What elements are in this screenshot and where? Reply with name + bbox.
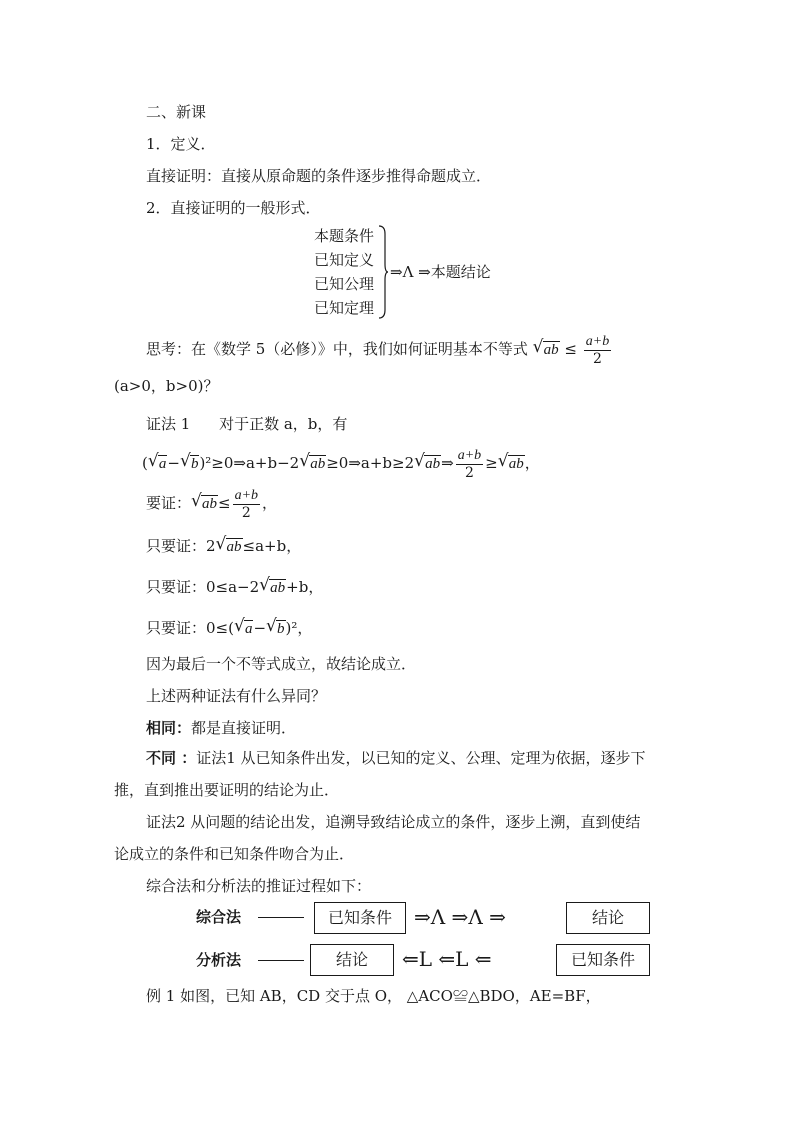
diff-label: 不同 ：: [146, 749, 197, 767]
think-question: [146, 332, 613, 367]
chain-part: ≥: [485, 454, 498, 472]
fraction: [584, 334, 611, 367]
synthesis-dash: [258, 917, 304, 918]
definition-text: 直接证明：直接从原命题的条件逐步推得命题成立．: [146, 167, 492, 185]
form-conditions: [314, 224, 374, 320]
step-text: 只要证：0≤(: [146, 619, 234, 637]
chain-part: )²≥0⇒a+b−2: [199, 454, 300, 472]
chain-part: −: [167, 454, 180, 472]
sqrt-a: √ a: [235, 618, 254, 639]
proof1-intro: [146, 414, 347, 434]
chain-part: ⇒: [441, 454, 454, 472]
form-condition: 已知定义: [314, 251, 375, 269]
step-end: ≤a+b，: [242, 537, 302, 555]
process-intro: 综合法和分析法的推证过程如下：: [146, 877, 372, 895]
sqrt-a: √ a: [149, 446, 168, 481]
think-prefix: 思考：在《数学 5（必修）》中，我们如何证明基本不等式: [146, 340, 528, 358]
sqrt-b: √ b: [267, 618, 286, 639]
chain-part: ，: [524, 454, 540, 472]
leq-symbol: ≤: [564, 340, 577, 358]
analysis-arrows: ⇐L ⇐L ⇐: [402, 947, 492, 971]
diff-line: [146, 748, 646, 768]
sqrt-ab: √ ab: [415, 446, 441, 481]
same-text: 都是直接证明．: [191, 719, 297, 737]
step-end: ，: [262, 494, 278, 512]
section-heading: 二、新课: [146, 103, 207, 121]
step-2: [146, 536, 301, 557]
think-condition: (a>0，b>0)？: [114, 377, 219, 395]
fraction: $\frac{a+b}{2}$: [457, 447, 482, 481]
sqrt-ab: √ ab: [260, 577, 286, 598]
synthesis-start-box: 已知条件: [314, 902, 406, 934]
right-brace-icon: [377, 224, 389, 320]
analysis-end-box: 已知条件: [556, 944, 650, 976]
sqrt-ab: √ ab: [300, 446, 326, 481]
step-3: [146, 577, 323, 598]
synthesis-label: 综合法: [196, 908, 242, 926]
numerator: a+b: [585, 333, 610, 349]
sqrt-b: √ b: [181, 446, 200, 481]
sqrt-ab: √ ab: [217, 536, 243, 557]
item-definition-title: 1．定义．: [146, 135, 216, 153]
step-4: [146, 618, 312, 639]
chain-part: (: [142, 454, 148, 472]
form-condition: 已知定理: [314, 299, 375, 317]
analysis-label: 分析法: [196, 951, 242, 969]
step-end: )²，: [285, 619, 313, 637]
proof1-label: 证法 1: [146, 415, 191, 433]
step-to-prove: 要证：√ ab≤ $\frac{a+b}{2}$ ，: [146, 486, 277, 521]
proof2-line-2: 论成立的条件和已知条件吻合为止．: [114, 845, 355, 863]
proof2-line: 证法2 从问题的结论出发，追溯导致结论成立的条件，逐步上溯，直到使结: [146, 813, 641, 831]
comparison-question: 上述两种证法有什么异同？: [146, 687, 327, 705]
form-condition: 已知公理: [314, 275, 375, 293]
synthesis-arrows: ⇒Λ ⇒Λ ⇒: [414, 905, 506, 929]
radicand: ab: [543, 342, 559, 358]
step-label: 要证：: [146, 494, 192, 512]
same-line: [146, 718, 296, 738]
proof1-chain: [142, 446, 540, 481]
item-general-form-title: 2．直接证明的一般形式．: [146, 199, 321, 217]
conclusion-text: 因为最后一个不等式成立，故结论成立．: [146, 655, 417, 673]
form-condition: 本题条件: [314, 227, 375, 245]
step-text: 只要证：2: [146, 537, 216, 555]
step-end: +b，: [286, 578, 324, 596]
fraction: $\frac{a+b}{2}$: [234, 487, 259, 521]
example-1: 例 1 如图，已知 AB，CD 交于点 O， △ACO≌△BDO，AE=BF，: [146, 987, 601, 1005]
analysis-start-box: 结论: [310, 944, 394, 976]
synthesis-end-box: 结论: [566, 902, 650, 934]
diff-line-2: 推，直到推出要证明的结论为止．: [114, 781, 340, 799]
chain-part: ≥0⇒a+b≥2: [326, 454, 415, 472]
form-result: ⇒Λ ⇒本题结论: [390, 263, 491, 281]
denominator: 2: [593, 350, 602, 367]
step-text: 只要证：0≤a−2: [146, 578, 260, 596]
analysis-dash: [258, 960, 304, 961]
same-label: 相同：: [146, 719, 192, 737]
sqrt-ab: [534, 332, 560, 367]
proof1-text: 对于正数 a，b，有: [219, 415, 348, 433]
diff-text: 证法1 从已知条件出发，以已知的定义、公理、定理为依据，逐步下: [196, 749, 646, 767]
sqrt-ab: √ ab: [499, 446, 525, 481]
sqrt-ab: √ ab: [192, 486, 218, 521]
step-text: −: [253, 619, 267, 637]
